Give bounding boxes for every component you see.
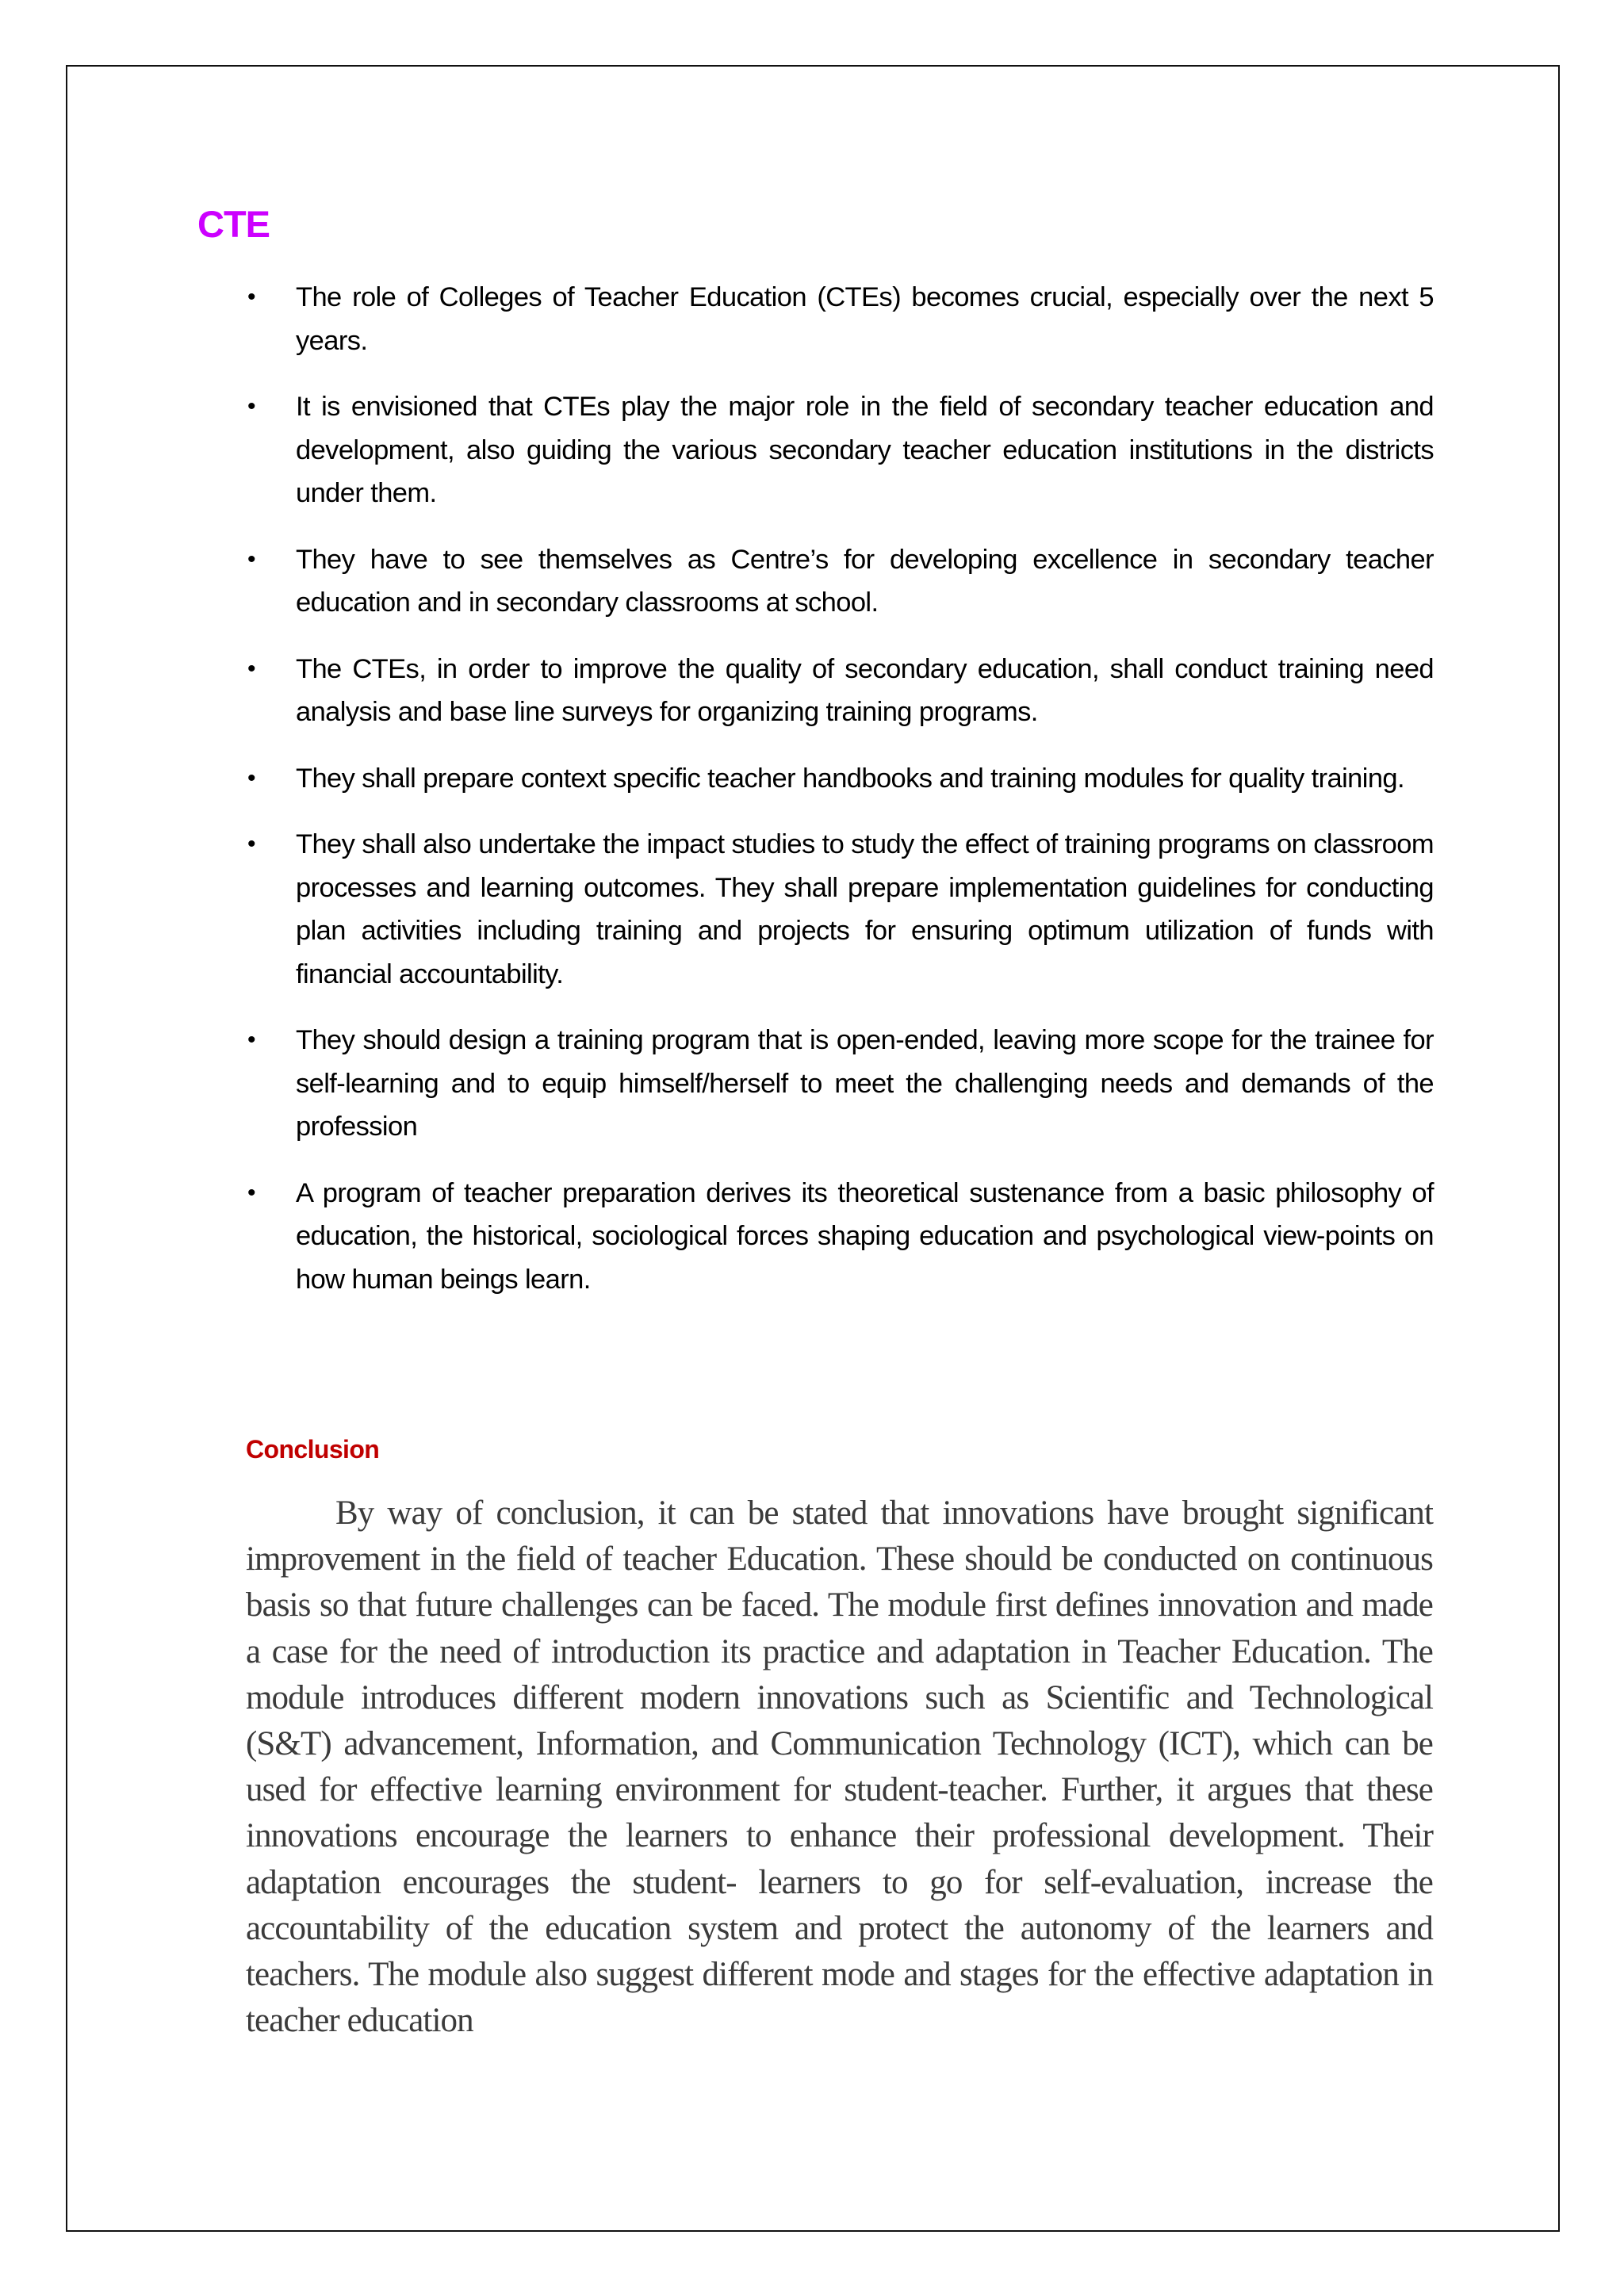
bullet-icon: • [247,655,255,682]
list-item-text: A program of teacher preparation derives its theoretical sustenance from a basic philosophy of education, the historical, sociological forces shaping education and psychological view-points on how human beings learn. [296,1177,1434,1295]
bullet-icon: • [247,1179,255,1206]
list-item [238,385,1434,515]
bullet-icon: • [247,284,255,310]
bullet-icon: • [247,831,255,857]
bullet-icon: • [247,545,255,572]
list-item [238,1019,1434,1149]
list-item [238,1172,1434,1302]
list-item [238,276,1434,362]
conclusion-heading: Conclusion [246,1435,380,1464]
conclusion-paragraph: By way of conclusion, it can be stated that innovations have brought significant improvement in the field of teacher Education. These should be conducted on continuous basis so that future challenges can be faced. The module first defines innovation and made a case for the need of introduction its practice and adaptation in Teacher Education. The module introduces different modern innovations such as Scientific and Technological (S&T) advancement, Information, and Communication Technology (ICT), which can be used for effective learning environment for student-teacher. Further, it argues that these innovations encourage the learners to enhance their professional development. Their adaptation encourages the student- learners to go for self-evaluation, increase the accountability of the education system and protect the autonomy of the learners and teachers. The module also suggest different mode and stages for the effective adaptation in teacher education [246,1494,1433,2040]
bullet-icon: • [247,393,255,419]
cte-bullet-list [238,276,1434,1324]
list-item-text: The role of Colleges of Teacher Education (CTEs) becomes crucial, especially over the next 5 years. [296,282,1434,356]
list-item-text: It is envisioned that CTEs play the major role in the field of secondary teacher education and development, also guiding the various secondary teacher education institutions in the districts under them. [296,392,1434,508]
list-item-text: They shall prepare context specific teacher handbooks and training modules for quality training. [296,763,1404,794]
list-item-text: They shall also undertake the impact studies to study the effect of training programs on classroom processes and learning outcomes. They shall prepare implementation guidelines for conducting plan activities including training and projects for ensuring optimum utilization of funds with financial accountability. [296,829,1434,989]
bullet-icon: • [247,1027,255,1053]
list-item-text: They have to see themselves as Centre’s for developing excellence in secondary teacher education and in secondary classrooms at school. [296,544,1434,618]
section-heading-cte: CTE [197,203,270,245]
list-item-text: The CTEs, in order to improve the quality of secondary education, shall conduct training need analysis and base line surveys for organizing training programs. [296,653,1434,727]
list-item [238,538,1434,625]
list-item [238,823,1434,996]
list-item-text: They should design a training program that is open-ended, leaving more scope for the trainee for self-learning and to equip himself/herself to meet the challenging needs and demands of the profession [296,1025,1434,1142]
bullet-icon: • [247,764,255,791]
list-item [238,648,1434,734]
list-item [238,757,1434,801]
